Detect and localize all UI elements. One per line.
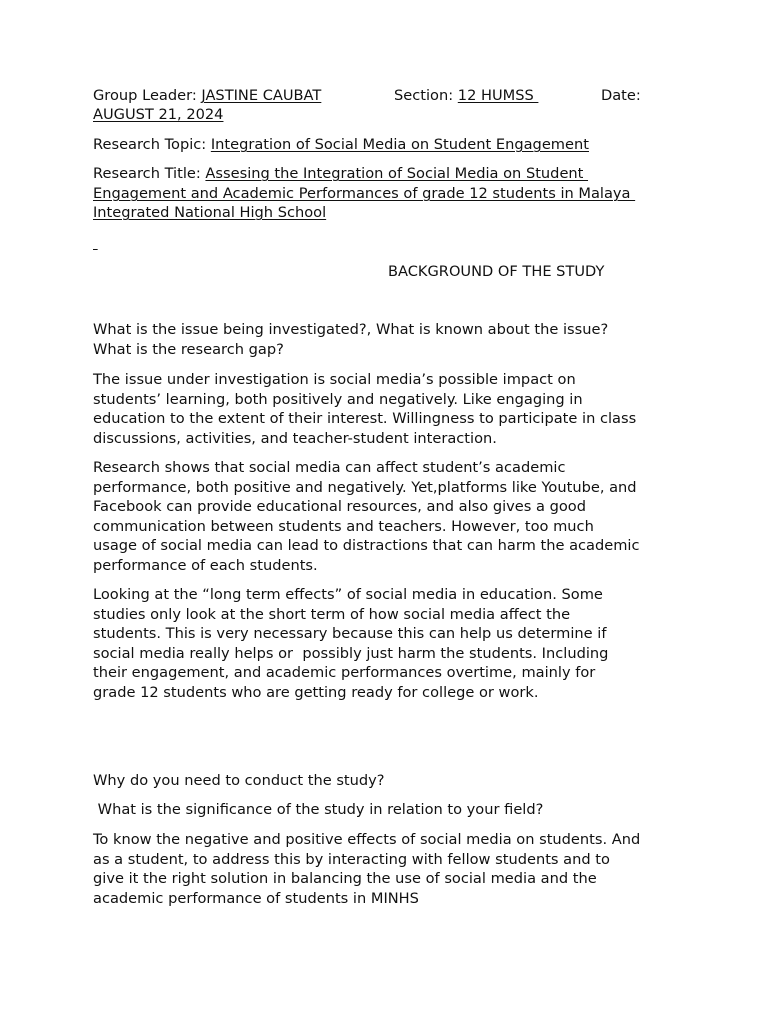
- paragraph-line: students. This is very necessary because this can help us determine if: [93, 625, 607, 643]
- paragraph-line: communication between students and teachers. However, too much: [93, 517, 594, 535]
- date-value: AUGUST 21, 2024: [93, 106, 224, 123]
- paragraph-line: studies only look at the short term of how social media affect the: [93, 605, 571, 623]
- paragraph-line: Research shows that social media can affect student’s academic: [93, 459, 566, 476]
- group-leader-value: JASTINE CAUBAT: [201, 87, 322, 104]
- research-topic-label: Research Topic:: [93, 136, 211, 153]
- research-title-text-1: Assesing the Integration of Social Media on Student: [205, 165, 589, 182]
- research-title-text-2: Engagement and Academic Performances of grade 12 students in Malaya: [93, 185, 636, 202]
- paragraph-line: give it the right solution in balancing the use of social media and the: [93, 870, 597, 888]
- paragraph-issue: [93, 370, 683, 448]
- header-line: [93, 86, 321, 106]
- research-title-line-2: [93, 184, 635, 204]
- research-title-line-1: [93, 164, 588, 184]
- paragraph-line: academic performance of students in MINHS: [93, 889, 419, 907]
- paragraph-line: To know the negative and positive effects of social media on students. And: [93, 831, 641, 848]
- research-topic-value: Integration of Social Media on Student Engagement: [210, 136, 589, 153]
- paragraph-line: performance of each students.: [93, 556, 318, 574]
- section-field: [394, 86, 538, 106]
- research-topic: [93, 135, 589, 155]
- date-label: Date:: [601, 87, 641, 104]
- research-title-text-3: Integrated National High School: [93, 204, 327, 221]
- paragraph-line: grade 12 students who are getting ready for college or work.: [93, 683, 539, 701]
- guide-questions: [93, 320, 683, 359]
- date-field: [93, 105, 223, 125]
- research-title-line-3: [93, 203, 326, 223]
- research-title-label: Research Title:: [93, 165, 206, 182]
- question-why: Why do you need to conduct the study?: [93, 772, 385, 789]
- paragraph-line: Facebook can provide educational resources, and also gives a good: [93, 498, 586, 516]
- section-label: Section:: [394, 87, 458, 104]
- paragraph-gap: [93, 585, 683, 703]
- paragraph-line: usage of social media can lead to distractions that can harm the academic: [93, 537, 640, 555]
- paragraph-known: [93, 458, 683, 576]
- paragraph-line: The issue under investigation is social media’s possible impact on: [93, 371, 576, 388]
- stray-underline: [93, 233, 98, 253]
- section-heading: BACKGROUND OF THE STUDY: [388, 263, 605, 280]
- guide-question-line: What is the research gap?: [93, 340, 284, 358]
- paragraph-significance: [93, 830, 683, 908]
- paragraph-line: as a student, to address this by interacting with fellow students and to: [93, 850, 610, 868]
- paragraph-line: performance, both positive and negatively. Yet,platforms like Youtube, and: [93, 478, 637, 496]
- paragraph-line: education to the extent of their interest. Willingness to participate in class: [93, 410, 637, 428]
- paragraph-line: their engagement, and academic performances overtime, mainly for: [93, 664, 596, 682]
- group-leader-label: Group Leader:: [93, 87, 202, 104]
- question-significance: What is the significance of the study in relation to your field?: [93, 801, 544, 818]
- paragraph-line: students’ learning, both positively and negatively. Like engaging in: [93, 390, 583, 408]
- section-value: 12 HUMSS: [457, 87, 539, 104]
- paragraph-line: discussions, activities, and teacher-student interaction.: [93, 429, 497, 447]
- paragraph-line: Looking at the “long term effects” of social media in education. Some: [93, 586, 603, 603]
- guide-question-line: What is the issue being investigated?, What is known about the issue?: [93, 321, 609, 338]
- paragraph-line: social media really helps or possibly just harm the students. Including: [93, 644, 609, 662]
